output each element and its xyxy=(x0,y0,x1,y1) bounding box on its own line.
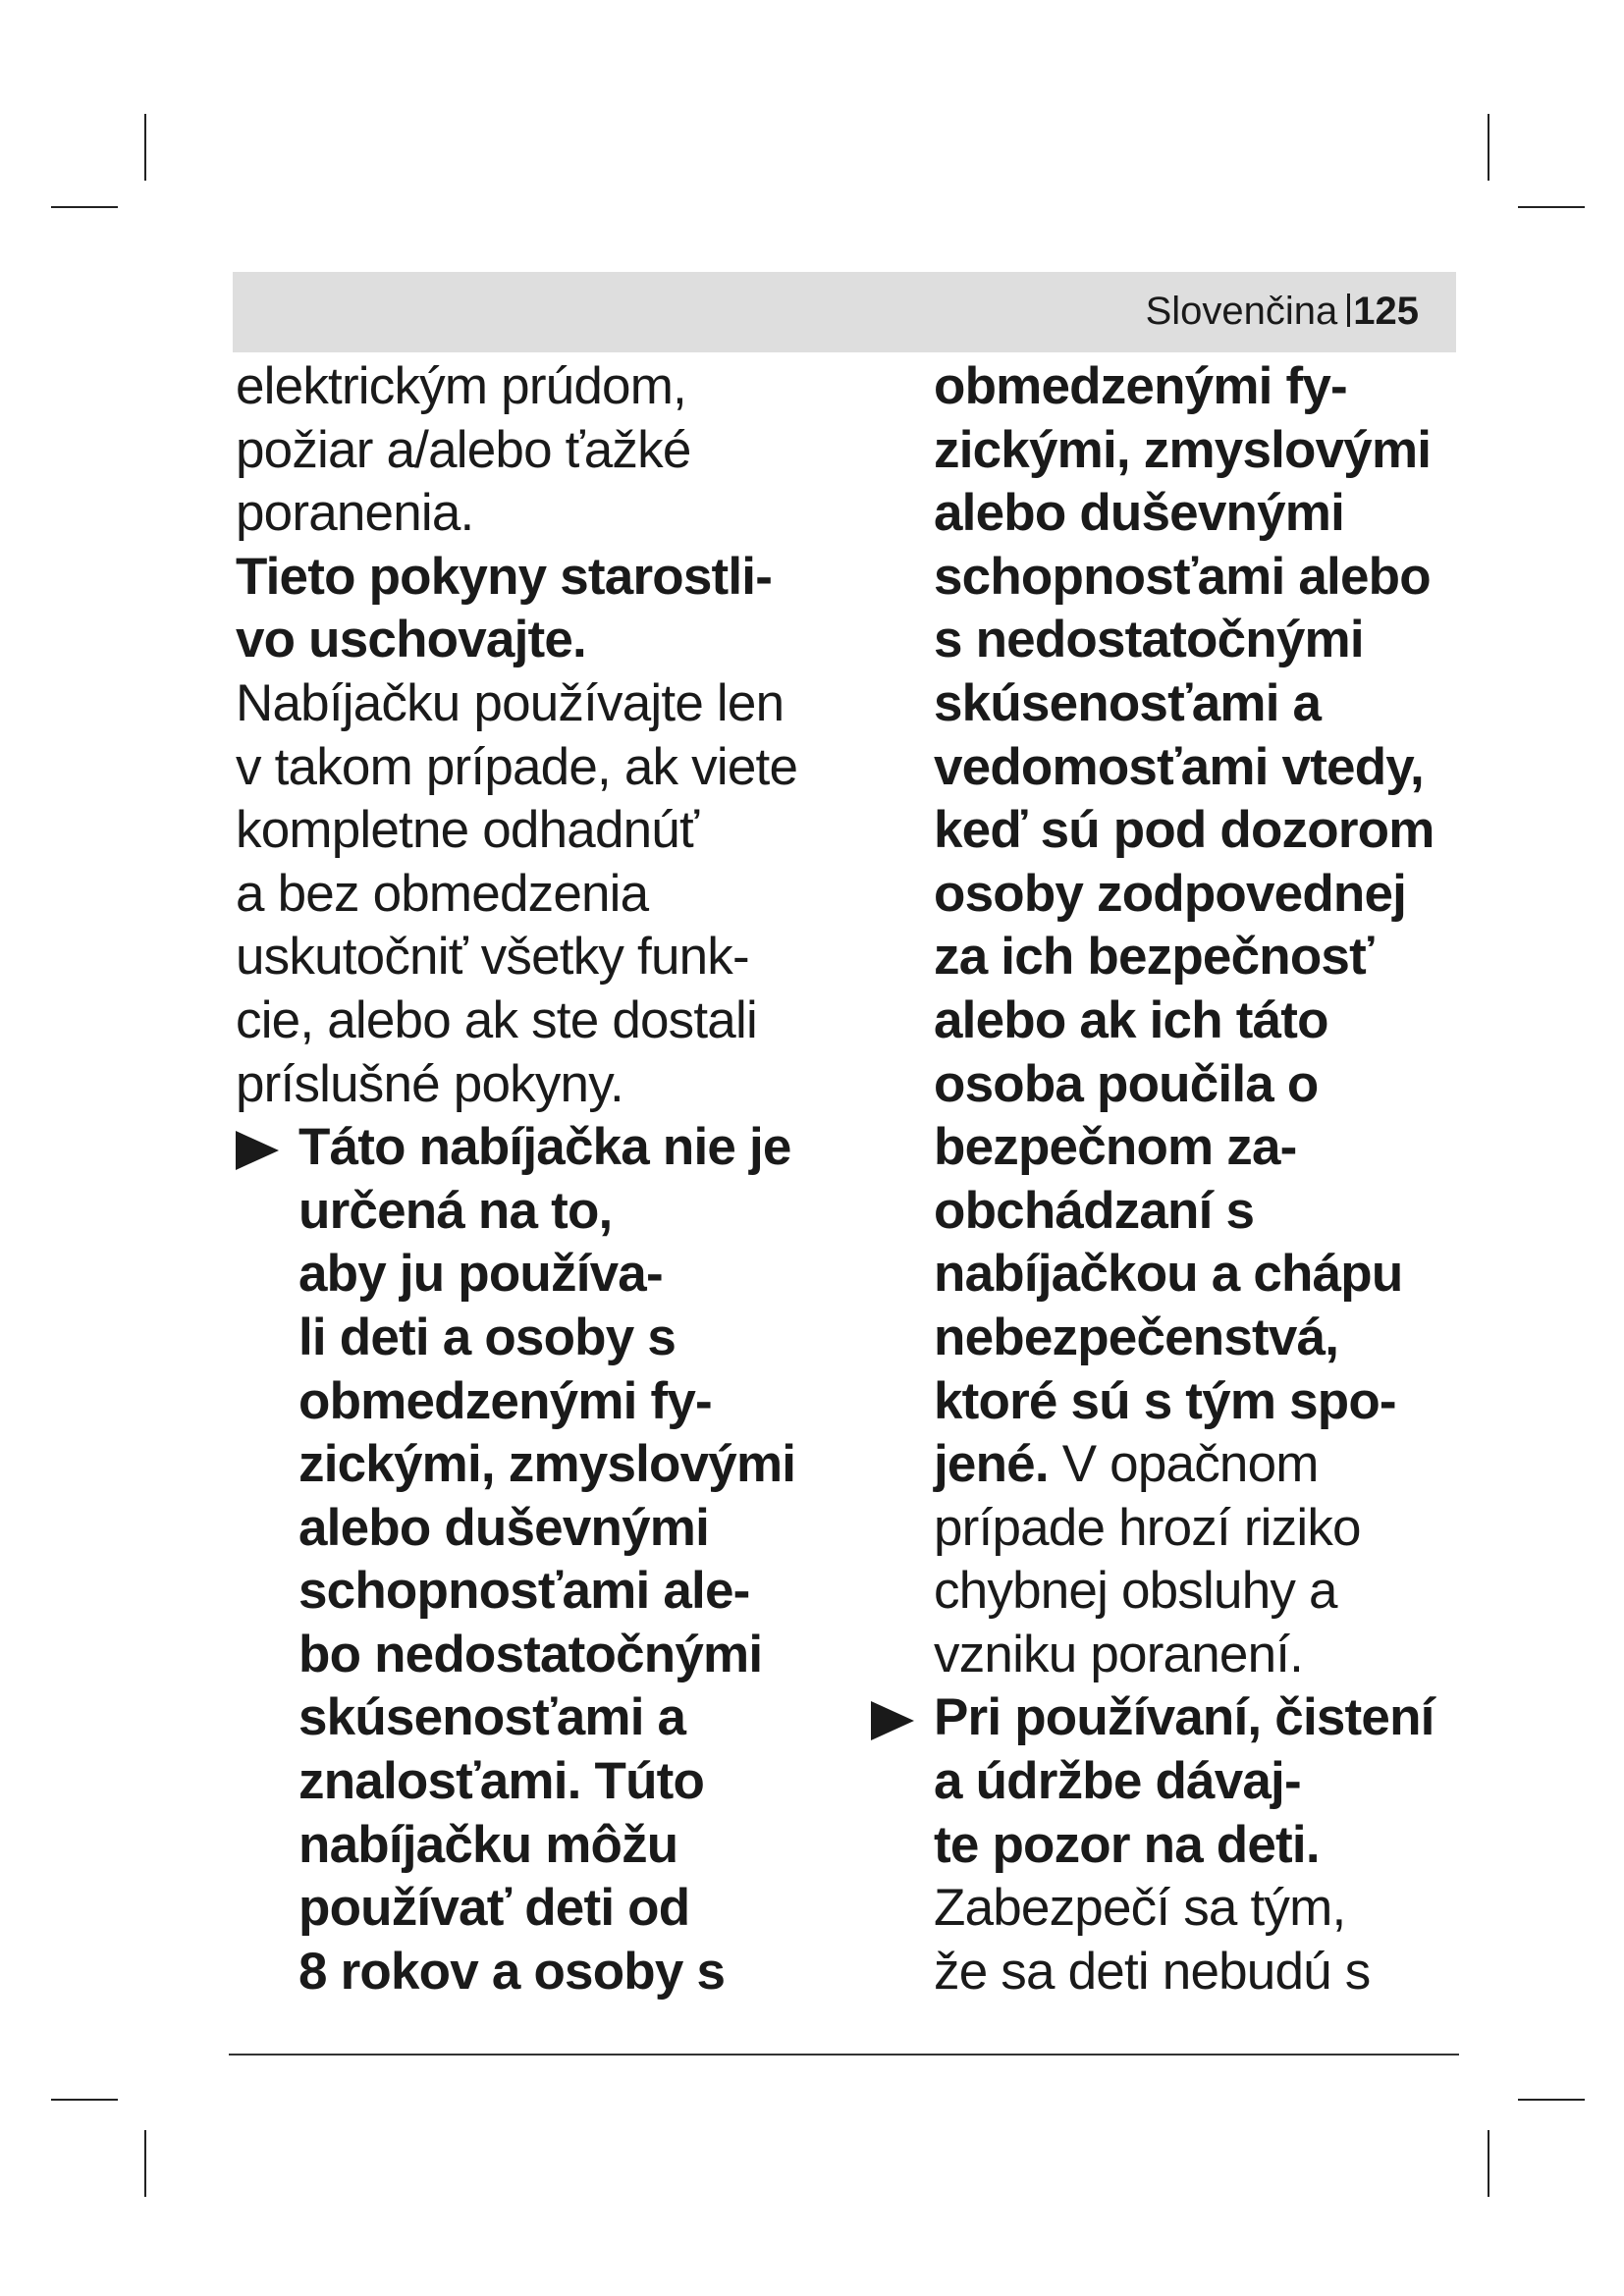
text-line: poranenia. xyxy=(236,484,474,543)
bold-text-line: aby ju používa- xyxy=(298,1245,663,1304)
regular-fragment: V opačnom xyxy=(1048,1435,1319,1494)
footer-rule xyxy=(229,2054,1459,2056)
text-line: elektrickým prúdom, xyxy=(236,357,686,415)
bold-text-line: schopnosťami ale- xyxy=(298,1562,750,1621)
bold-text-line: Tieto pokyny starostli- xyxy=(236,547,773,606)
bold-text-line: ktoré sú s tým spo- xyxy=(934,1371,1396,1430)
bold-text-line: určená na to, xyxy=(298,1181,613,1240)
text-line: prípade hrozí riziko xyxy=(934,1498,1361,1557)
bold-text-line: s nedostatočnými xyxy=(934,611,1364,669)
text-line: uskutočniť všetky funk- xyxy=(236,928,749,987)
page-header xyxy=(233,272,1456,352)
text-line: a bez obmedzenia xyxy=(236,864,649,923)
text-line: požiar a/alebo ťažké xyxy=(236,420,691,479)
bold-text-line: znalosťami. Túto xyxy=(298,1752,705,1811)
bold-text-line: obmedzenými fy- xyxy=(298,1371,712,1430)
bold-text-line: bo nedostatočnými xyxy=(298,1625,763,1683)
text-line: chybnej obsluhy a xyxy=(934,1562,1337,1621)
crop-mark-top-left-horizontal xyxy=(51,206,118,208)
bold-text-line: nabíjačkou a chápu xyxy=(934,1245,1403,1304)
crop-mark-top-left-vertical xyxy=(144,114,146,181)
page-number: 125 xyxy=(1353,290,1419,333)
header-label xyxy=(1146,282,1419,341)
bold-text-line: obmedzenými fy- xyxy=(934,357,1347,415)
text-line: v takom prípade, ak viete xyxy=(236,737,798,796)
text-line: vzniku poranení. xyxy=(934,1625,1304,1683)
bold-text-line: a údržbe dávaj- xyxy=(934,1752,1301,1811)
bold-text-line: bezpečnom za- xyxy=(934,1118,1297,1177)
bold-text-line: nabíjačku môžu xyxy=(298,1815,678,1874)
bold-text-line: zickými, zmyslovými xyxy=(934,420,1432,479)
left-column xyxy=(236,355,825,2003)
bold-text-line: Pri používaní, čistení xyxy=(934,1688,1435,1747)
bold-text-line: li deti a osoby s xyxy=(298,1308,677,1366)
text-line: Zabezpečí sa tým, xyxy=(934,1879,1346,1938)
text-line: príslušné pokyny. xyxy=(236,1054,623,1113)
bold-text-line: za ich bezpečnosť xyxy=(934,928,1374,987)
bold-text-line: používať deti od xyxy=(298,1879,690,1938)
bold-text-line: obchádzaní s xyxy=(934,1181,1255,1240)
header-section-name: Slovenčina xyxy=(1145,290,1338,333)
bold-text-line: alebo duševnými xyxy=(298,1498,710,1557)
bold-text-line: te pozor na deti. xyxy=(934,1815,1320,1874)
text-line: Nabíjačku používajte len xyxy=(236,673,785,732)
bold-text-line: Táto nabíjačka nie je xyxy=(298,1118,791,1177)
header-separator xyxy=(1347,294,1350,327)
bold-text-line: vedomosťami vtedy, xyxy=(934,737,1424,796)
bold-text-line: schopnosťami alebo xyxy=(934,547,1431,606)
bold-fragment: jené. xyxy=(934,1435,1049,1494)
bold-text-line: alebo ak ich táto xyxy=(934,990,1328,1049)
text-line: že sa deti nebudú s xyxy=(934,1942,1371,2001)
text-line: kompletne odhadnúť xyxy=(236,801,699,860)
bullet-triangle-icon xyxy=(871,1701,914,1740)
crop-mark-bottom-right-horizontal xyxy=(1518,2099,1585,2101)
bullet-item xyxy=(871,1686,1464,1750)
right-column xyxy=(934,355,1464,2003)
text-line: cie, alebo ak ste dostali xyxy=(236,990,757,1049)
crop-mark-bottom-left-horizontal xyxy=(51,2099,118,2101)
crop-mark-top-right-vertical xyxy=(1488,114,1489,181)
bold-text-line: skúsenosťami a xyxy=(934,673,1322,732)
bold-text-line: 8 rokov a osoby s xyxy=(298,1942,726,2001)
bold-text-line: zickými, zmyslovými xyxy=(298,1435,796,1494)
bold-text-line: nebezpečenstvá, xyxy=(934,1308,1339,1366)
bold-text-line: osoba poučila o xyxy=(934,1054,1319,1113)
bold-text-line: skúsenosťami a xyxy=(298,1688,686,1747)
bold-text-line: alebo duševnými xyxy=(934,484,1345,543)
bold-text-line: vo uschovajte. xyxy=(236,611,586,669)
bullet-item xyxy=(236,1116,825,1180)
crop-mark-bottom-right-vertical xyxy=(1488,2130,1489,2197)
mixed-text-line xyxy=(934,1433,1464,1497)
crop-mark-top-right-horizontal xyxy=(1518,206,1585,208)
bold-text-line: keď sú pod dozorom xyxy=(934,801,1435,860)
bold-text-line: osoby zodpovednej xyxy=(934,864,1407,923)
crop-mark-bottom-left-vertical xyxy=(144,2130,146,2197)
bullet-triangle-icon xyxy=(236,1131,279,1170)
